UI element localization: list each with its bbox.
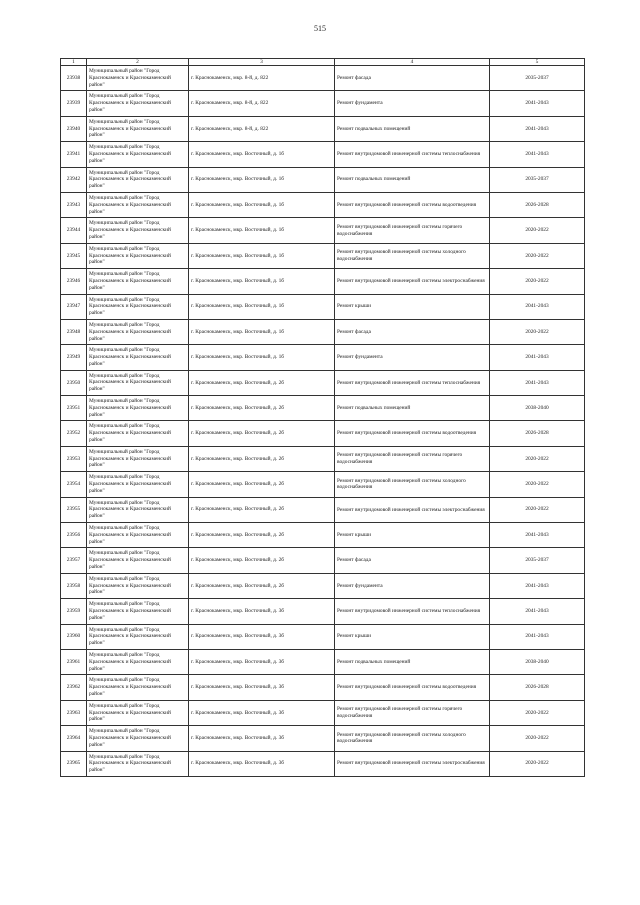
table-row [61,167,585,192]
address-cell: г. Краснокаменск, мкр. Восточный, д. 2б [189,446,335,471]
row-number-cell: 23961 [61,649,87,674]
address-cell: г. Краснокаменск, мкр. 8-й, д. 822 [189,91,335,116]
period-cell: 2026-2028 [490,192,585,217]
row-number-cell: 23953 [61,446,87,471]
address-cell: г. Краснокаменск, мкр. Восточный, д. 2б [189,573,335,598]
municipality-cell: Муниципальный район "Город Краснокаменск и Краснокаменский район" [87,167,189,192]
period-cell: 2035-2037 [490,66,585,91]
municipality-cell: Муниципальный район "Город Краснокаменск и Краснокаменский район" [87,269,189,294]
work-type-cell: Ремонт внутридомовой инженерной системы холодного водоснабжения [335,243,490,268]
work-type-cell: Ремонт подвальных помещений [335,167,490,192]
address-cell: г. Краснокаменск, мкр. Восточный, д. 1б [189,319,335,344]
column-header: 5 [490,59,585,66]
repair-schedule-table [60,58,585,777]
work-type-cell: Ремонт внутридомовой инженерной системы теплоснабжения [335,599,490,624]
period-cell: 2020-2022 [490,446,585,471]
address-cell: г. Краснокаменск, мкр. Восточный, д. 1б [189,142,335,167]
address-cell: г. Краснокаменск, мкр. Восточный, д. 1б [189,218,335,243]
municipality-cell: Муниципальный район "Город Краснокаменск и Краснокаменский район" [87,91,189,116]
address-cell: г. Краснокаменск, мкр. Восточный, д. 3б [189,700,335,725]
table-row [61,192,585,217]
row-number-cell: 23941 [61,142,87,167]
row-number-cell: 23942 [61,167,87,192]
period-cell: 2020-2022 [490,218,585,243]
period-cell: 2020-2022 [490,726,585,751]
period-cell: 2020-2022 [490,497,585,522]
address-cell: г. Краснокаменск, мкр. Восточный, д. 3б [189,624,335,649]
table-row [61,396,585,421]
row-number-cell: 23965 [61,751,87,776]
work-type-cell: Ремонт внутридомовой инженерной системы электроснабжения [335,269,490,294]
row-number-cell: 23948 [61,319,87,344]
table-row [61,116,585,141]
address-cell: г. Краснокаменск, мкр. Восточный, д. 3б [189,675,335,700]
row-number-cell: 23955 [61,497,87,522]
work-type-cell: Ремонт внутридомовой инженерной системы горячего водоснабжения [335,218,490,243]
row-number-cell: 23946 [61,269,87,294]
municipality-cell: Муниципальный район "Город Краснокаменск и Краснокаменский район" [87,700,189,725]
municipality-cell: Муниципальный район "Город Краснокаменск и Краснокаменский район" [87,675,189,700]
period-cell: 2041-2043 [490,624,585,649]
municipality-cell: Муниципальный район "Город Краснокаменск и Краснокаменский район" [87,497,189,522]
row-number-cell: 23938 [61,66,87,91]
table-row [61,243,585,268]
row-number-cell: 23954 [61,472,87,497]
row-number-cell: 23944 [61,218,87,243]
table-row [61,700,585,725]
municipality-cell: Муниципальный район "Город Краснокаменск и Краснокаменский район" [87,294,189,319]
row-number-cell: 23952 [61,421,87,446]
municipality-cell: Муниципальный район "Город Краснокаменск и Краснокаменский район" [87,726,189,751]
municipality-cell: Муниципальный район "Город Краснокаменск и Краснокаменский район" [87,218,189,243]
municipality-cell: Муниципальный район "Город Краснокаменск и Краснокаменский район" [87,649,189,674]
municipality-cell: Муниципальный район "Город Краснокаменск и Краснокаменский район" [87,573,189,598]
work-type-cell: Ремонт фасада [335,319,490,344]
period-cell: 2026-2028 [490,421,585,446]
table-row [61,294,585,319]
row-number-cell: 23958 [61,573,87,598]
row-number-cell: 23956 [61,523,87,548]
work-type-cell: Ремонт внутридомовой инженерной системы горячего водоснабжения [335,700,490,725]
address-cell: г. Краснокаменск, мкр. Восточный, д. 2б [189,523,335,548]
municipality-cell: Муниципальный район "Город Краснокаменск и Краснокаменский район" [87,421,189,446]
table-row [61,66,585,91]
work-type-cell: Ремонт фундамента [335,91,490,116]
table-row [61,370,585,395]
work-type-cell: Ремонт внутридомовой инженерной системы водоотведения [335,192,490,217]
table-row [61,319,585,344]
address-cell: г. Краснокаменск, мкр. Восточный, д. 1б [189,192,335,217]
address-cell: г. Краснокаменск, мкр. 8-й, д. 822 [189,116,335,141]
period-cell: 2041-2043 [490,599,585,624]
municipality-cell: Муниципальный район "Город Краснокаменск и Краснокаменский район" [87,243,189,268]
table-row [61,751,585,776]
municipality-cell: Муниципальный район "Город Краснокаменск и Краснокаменский район" [87,142,189,167]
work-type-cell: Ремонт внутридомовой инженерной системы электроснабжения [335,497,490,522]
period-cell: 2020-2022 [490,319,585,344]
address-cell: г. Краснокаменск, мкр. Восточный, д. 1б [189,243,335,268]
period-cell: 2041-2043 [490,294,585,319]
period-cell: 2041-2043 [490,523,585,548]
municipality-cell: Муниципальный район "Город Краснокаменск и Краснокаменский район" [87,396,189,421]
address-cell: г. Краснокаменск, мкр. Восточный, д. 1б [189,294,335,319]
work-type-cell: Ремонт крыши [335,523,490,548]
work-type-cell: Ремонт внутридомовой инженерной системы теплоснабжения [335,370,490,395]
period-cell: 2041-2043 [490,573,585,598]
municipality-cell: Муниципальный район "Город Краснокаменск и Краснокаменский район" [87,116,189,141]
address-cell: г. Краснокаменск, мкр. Восточный, д. 3б [189,599,335,624]
work-type-cell: Ремонт подвальных помещений [335,116,490,141]
municipality-cell: Муниципальный район "Город Краснокаменск и Краснокаменский район" [87,624,189,649]
municipality-cell: Муниципальный район "Город Краснокаменск и Краснокаменский район" [87,599,189,624]
period-cell: 2020-2022 [490,269,585,294]
municipality-cell: Муниципальный район "Город Краснокаменск и Краснокаменский район" [87,472,189,497]
municipality-cell: Муниципальный район "Город Краснокаменск и Краснокаменский район" [87,319,189,344]
table-row [61,345,585,370]
municipality-cell: Муниципальный район "Город Краснокаменск и Краснокаменский район" [87,446,189,471]
period-cell: 2038-2040 [490,649,585,674]
address-cell: г. Краснокаменск, мкр. Восточный, д. 2б [189,472,335,497]
address-cell: г. Краснокаменск, мкр. Восточный, д. 3б [189,649,335,674]
table-header-row [61,59,585,66]
municipality-cell: Муниципальный район "Город Краснокаменск и Краснокаменский район" [87,751,189,776]
address-cell: г. Краснокаменск, мкр. Восточный, д. 1б [189,269,335,294]
period-cell: 2020-2022 [490,751,585,776]
period-cell: 2035-2037 [490,548,585,573]
column-header: 3 [189,59,335,66]
table-row [61,91,585,116]
work-type-cell: Ремонт внутридомовой инженерной системы электроснабжения [335,751,490,776]
address-cell: г. Краснокаменск, мкр. Восточный, д. 1б [189,345,335,370]
work-type-cell: Ремонт внутридомовой инженерной системы холодного водоснабжения [335,472,490,497]
municipality-cell: Муниципальный район "Город Краснокаменск и Краснокаменский район" [87,345,189,370]
row-number-cell: 23940 [61,116,87,141]
table-row [61,649,585,674]
table-row [61,446,585,471]
work-type-cell: Ремонт фундамента [335,345,490,370]
column-header: 4 [335,59,490,66]
table-row [61,497,585,522]
address-cell: г. Краснокаменск, мкр. Восточный, д. 3б [189,726,335,751]
table-row [61,218,585,243]
period-cell: 2041-2043 [490,91,585,116]
row-number-cell: 23951 [61,396,87,421]
table-row [61,472,585,497]
address-cell: г. Краснокаменск, мкр. Восточный, д. 2б [189,548,335,573]
row-number-cell: 23945 [61,243,87,268]
table-row [61,269,585,294]
municipality-cell: Муниципальный район "Город Краснокаменск и Краснокаменский район" [87,370,189,395]
period-cell: 2038-2040 [490,396,585,421]
row-number-cell: 23939 [61,91,87,116]
work-type-cell: Ремонт внутридомовой инженерной системы теплоснабжения [335,142,490,167]
municipality-cell: Муниципальный район "Город Краснокаменск и Краснокаменский район" [87,548,189,573]
table-row [61,599,585,624]
work-type-cell: Ремонт фасада [335,66,490,91]
work-type-cell: Ремонт фасада [335,548,490,573]
row-number-cell: 23963 [61,700,87,725]
row-number-cell: 23957 [61,548,87,573]
period-cell: 2020-2022 [490,472,585,497]
work-type-cell: Ремонт внутридомовой инженерной системы горячего водоснабжения [335,446,490,471]
work-type-cell: Ремонт подвальных помещений [335,649,490,674]
work-type-cell: Ремонт подвальных помещений [335,396,490,421]
row-number-cell: 23947 [61,294,87,319]
table-row [61,624,585,649]
row-number-cell: 23949 [61,345,87,370]
table-row [61,726,585,751]
municipality-cell: Муниципальный район "Город Краснокаменск и Краснокаменский район" [87,192,189,217]
table-row [61,523,585,548]
address-cell: г. Краснокаменск, мкр. Восточный, д. 2б [189,370,335,395]
address-cell: г. Краснокаменск, мкр. 8-й, д. 822 [189,66,335,91]
row-number-cell: 23943 [61,192,87,217]
column-header: 1 [61,59,87,66]
period-cell: 2041-2043 [490,116,585,141]
period-cell: 2041-2043 [490,142,585,167]
address-cell: г. Краснокаменск, мкр. Восточный, д. 2б [189,396,335,421]
row-number-cell: 23962 [61,675,87,700]
table-row [61,573,585,598]
work-type-cell: Ремонт фундамента [335,573,490,598]
period-cell: 2020-2022 [490,700,585,725]
work-type-cell: Ремонт крыши [335,294,490,319]
row-number-cell: 23950 [61,370,87,395]
period-cell: 2020-2022 [490,243,585,268]
address-cell: г. Краснокаменск, мкр. Восточный, д. 3б [189,751,335,776]
row-number-cell: 23964 [61,726,87,751]
row-number-cell: 23959 [61,599,87,624]
table-row [61,142,585,167]
table-row [61,675,585,700]
work-type-cell: Ремонт крыши [335,624,490,649]
work-type-cell: Ремонт внутридомовой инженерной системы водоотведения [335,421,490,446]
table-row [61,548,585,573]
repair-schedule-table-container [60,58,584,777]
column-header: 2 [87,59,189,66]
page-number: 515 [314,24,326,33]
work-type-cell: Ремонт внутридомовой инженерной системы водоотведения [335,675,490,700]
address-cell: г. Краснокаменск, мкр. Восточный, д. 2б [189,497,335,522]
table-row [61,421,585,446]
period-cell: 2026-2028 [490,675,585,700]
address-cell: г. Краснокаменск, мкр. Восточный, д. 1б [189,167,335,192]
row-number-cell: 23960 [61,624,87,649]
period-cell: 2041-2043 [490,370,585,395]
municipality-cell: Муниципальный район "Город Краснокаменск и Краснокаменский район" [87,66,189,91]
work-type-cell: Ремонт внутридомовой инженерной системы холодного водоснабжения [335,726,490,751]
period-cell: 2035-2037 [490,167,585,192]
table-body [61,66,585,777]
address-cell: г. Краснокаменск, мкр. Восточный, д. 2б [189,421,335,446]
municipality-cell: Муниципальный район "Город Краснокаменск и Краснокаменский район" [87,523,189,548]
period-cell: 2041-2043 [490,345,585,370]
